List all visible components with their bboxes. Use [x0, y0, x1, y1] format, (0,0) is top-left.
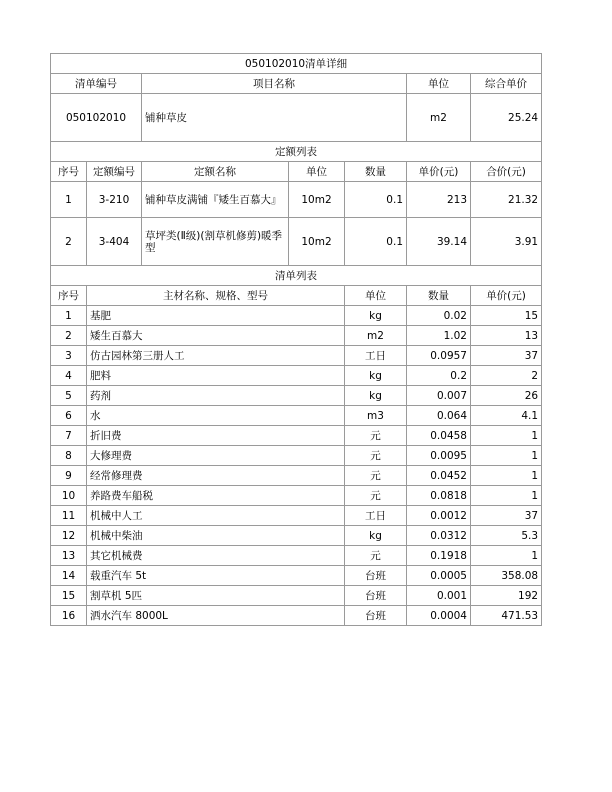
item-code: 050102010 [51, 94, 142, 142]
material-header-row [51, 286, 542, 306]
material-no: 11 [51, 506, 87, 526]
quota-section-title-row [51, 142, 542, 162]
material-qty: 0.007 [407, 386, 471, 406]
material-qty: 0.02 [407, 306, 471, 326]
material-name: 养路费车船税 [87, 486, 345, 506]
material-name: 药剂 [87, 386, 345, 406]
material-qty: 0.0818 [407, 486, 471, 506]
sheet-title: 050102010清单详细 [51, 54, 542, 74]
quota-total: 21.32 [471, 182, 542, 218]
material-name: 经常修理费 [87, 466, 345, 486]
table-row [51, 526, 542, 546]
quota-qty: 0.1 [345, 182, 407, 218]
quota-header-unit: 单位 [289, 162, 345, 182]
material-name: 洒水汽车 8000L [87, 606, 345, 626]
material-unit: kg [345, 526, 407, 546]
table-row [51, 386, 542, 406]
quota-header-name: 定额名称 [142, 162, 289, 182]
material-price: 2 [471, 366, 542, 386]
material-no: 10 [51, 486, 87, 506]
material-name: 肥料 [87, 366, 345, 386]
quota-unit: 10m2 [289, 218, 345, 266]
material-no: 12 [51, 526, 87, 546]
material-price: 1 [471, 446, 542, 466]
quota-header-qty: 数量 [345, 162, 407, 182]
material-name: 机械中人工 [87, 506, 345, 526]
material-unit: 元 [345, 446, 407, 466]
material-name: 矮生百慕大 [87, 326, 345, 346]
material-name: 大修理费 [87, 446, 345, 466]
material-no: 14 [51, 566, 87, 586]
material-qty: 0.2 [407, 366, 471, 386]
quota-price: 39.14 [407, 218, 471, 266]
header-code: 清单编号 [51, 74, 142, 94]
table-row [51, 486, 542, 506]
main-table [50, 53, 542, 626]
material-no: 8 [51, 446, 87, 466]
material-name: 仿古园林第三册人工 [87, 346, 345, 366]
material-price: 471.53 [471, 606, 542, 626]
material-unit: m3 [345, 406, 407, 426]
table-body [51, 54, 542, 626]
material-price: 5.3 [471, 526, 542, 546]
quota-row [51, 182, 542, 218]
quota-code: 3-404 [87, 218, 142, 266]
material-price: 26 [471, 386, 542, 406]
material-unit: kg [345, 386, 407, 406]
quota-header-price: 单价(元) [407, 162, 471, 182]
material-header-qty: 数量 [407, 286, 471, 306]
quota-name: 铺种草皮满铺『矮生百慕大』 [142, 182, 289, 218]
material-qty: 0.0095 [407, 446, 471, 466]
material-price: 37 [471, 346, 542, 366]
material-price: 4.1 [471, 406, 542, 426]
quota-header-total: 合价(元) [471, 162, 542, 182]
quota-price: 213 [407, 182, 471, 218]
material-price: 192 [471, 586, 542, 606]
material-no: 15 [51, 586, 87, 606]
material-name: 割草机 5匹 [87, 586, 345, 606]
material-no: 13 [51, 546, 87, 566]
material-no: 2 [51, 326, 87, 346]
header-price: 综合单价 [471, 74, 542, 94]
material-qty: 0.0312 [407, 526, 471, 546]
material-price: 358.08 [471, 566, 542, 586]
material-header-name: 主材名称、规格、型号 [87, 286, 345, 306]
table-row [51, 426, 542, 446]
table-row [51, 546, 542, 566]
quota-header-row [51, 162, 542, 182]
table-row [51, 346, 542, 366]
material-name: 折旧费 [87, 426, 345, 446]
header-name: 项目名称 [142, 74, 407, 94]
main-header-row [51, 74, 542, 94]
table-row [51, 506, 542, 526]
material-section-title-row [51, 266, 542, 286]
material-qty: 0.0004 [407, 606, 471, 626]
material-unit: kg [345, 306, 407, 326]
quota-total: 3.91 [471, 218, 542, 266]
material-name: 基肥 [87, 306, 345, 326]
material-unit: m2 [345, 326, 407, 346]
table-row [51, 406, 542, 426]
table-row [51, 446, 542, 466]
material-qty: 0.0012 [407, 506, 471, 526]
material-qty: 0.064 [407, 406, 471, 426]
material-no: 3 [51, 346, 87, 366]
quota-qty: 0.1 [345, 218, 407, 266]
table-row [51, 606, 542, 626]
material-qty: 0.1918 [407, 546, 471, 566]
table-row [51, 366, 542, 386]
quota-header-no: 序号 [51, 162, 87, 182]
material-no: 1 [51, 306, 87, 326]
material-unit: 工日 [345, 346, 407, 366]
quota-name: 草坪类(Ⅱ级)(割草机修剪)暖季型 [142, 218, 289, 266]
material-header-price: 单价(元) [471, 286, 542, 306]
material-name: 水 [87, 406, 345, 426]
material-header-no: 序号 [51, 286, 87, 306]
table-row [51, 466, 542, 486]
material-no: 4 [51, 366, 87, 386]
quota-unit: 10m2 [289, 182, 345, 218]
material-qty: 0.0005 [407, 566, 471, 586]
item-name: 铺种草皮 [142, 94, 407, 142]
header-unit: 单位 [407, 74, 471, 94]
quota-code: 3-210 [87, 182, 142, 218]
material-qty: 1.02 [407, 326, 471, 346]
quota-no: 1 [51, 182, 87, 218]
material-unit: 台班 [345, 606, 407, 626]
material-unit: 台班 [345, 566, 407, 586]
item-unit: m2 [407, 94, 471, 142]
material-price: 1 [471, 546, 542, 566]
detail-sheet [50, 53, 541, 626]
material-unit: 台班 [345, 586, 407, 606]
material-qty: 0.0458 [407, 426, 471, 446]
material-header-unit: 单位 [345, 286, 407, 306]
material-name: 其它机械费 [87, 546, 345, 566]
table-row [51, 586, 542, 606]
material-price: 1 [471, 466, 542, 486]
material-price: 1 [471, 486, 542, 506]
table-row [51, 326, 542, 346]
title-row [51, 54, 542, 74]
material-unit: 元 [345, 546, 407, 566]
material-name: 机械中柴油 [87, 526, 345, 546]
material-price: 13 [471, 326, 542, 346]
material-no: 7 [51, 426, 87, 446]
material-unit: 工日 [345, 506, 407, 526]
material-no: 6 [51, 406, 87, 426]
quota-header-code: 定额编号 [87, 162, 142, 182]
table-row [51, 306, 542, 326]
main-item-row [51, 94, 542, 142]
table-row [51, 566, 542, 586]
material-qty: 0.0452 [407, 466, 471, 486]
material-price: 37 [471, 506, 542, 526]
quota-no: 2 [51, 218, 87, 266]
material-unit: kg [345, 366, 407, 386]
quota-row [51, 218, 542, 266]
quota-section-title: 定额列表 [51, 142, 542, 162]
material-price: 15 [471, 306, 542, 326]
item-price: 25.24 [471, 94, 542, 142]
material-unit: 元 [345, 426, 407, 446]
material-unit: 元 [345, 466, 407, 486]
material-no: 9 [51, 466, 87, 486]
material-price: 1 [471, 426, 542, 446]
material-name: 载重汽车 5t [87, 566, 345, 586]
material-qty: 0.0957 [407, 346, 471, 366]
material-no: 5 [51, 386, 87, 406]
material-section-title: 清单列表 [51, 266, 542, 286]
material-no: 16 [51, 606, 87, 626]
material-qty: 0.001 [407, 586, 471, 606]
material-unit: 元 [345, 486, 407, 506]
